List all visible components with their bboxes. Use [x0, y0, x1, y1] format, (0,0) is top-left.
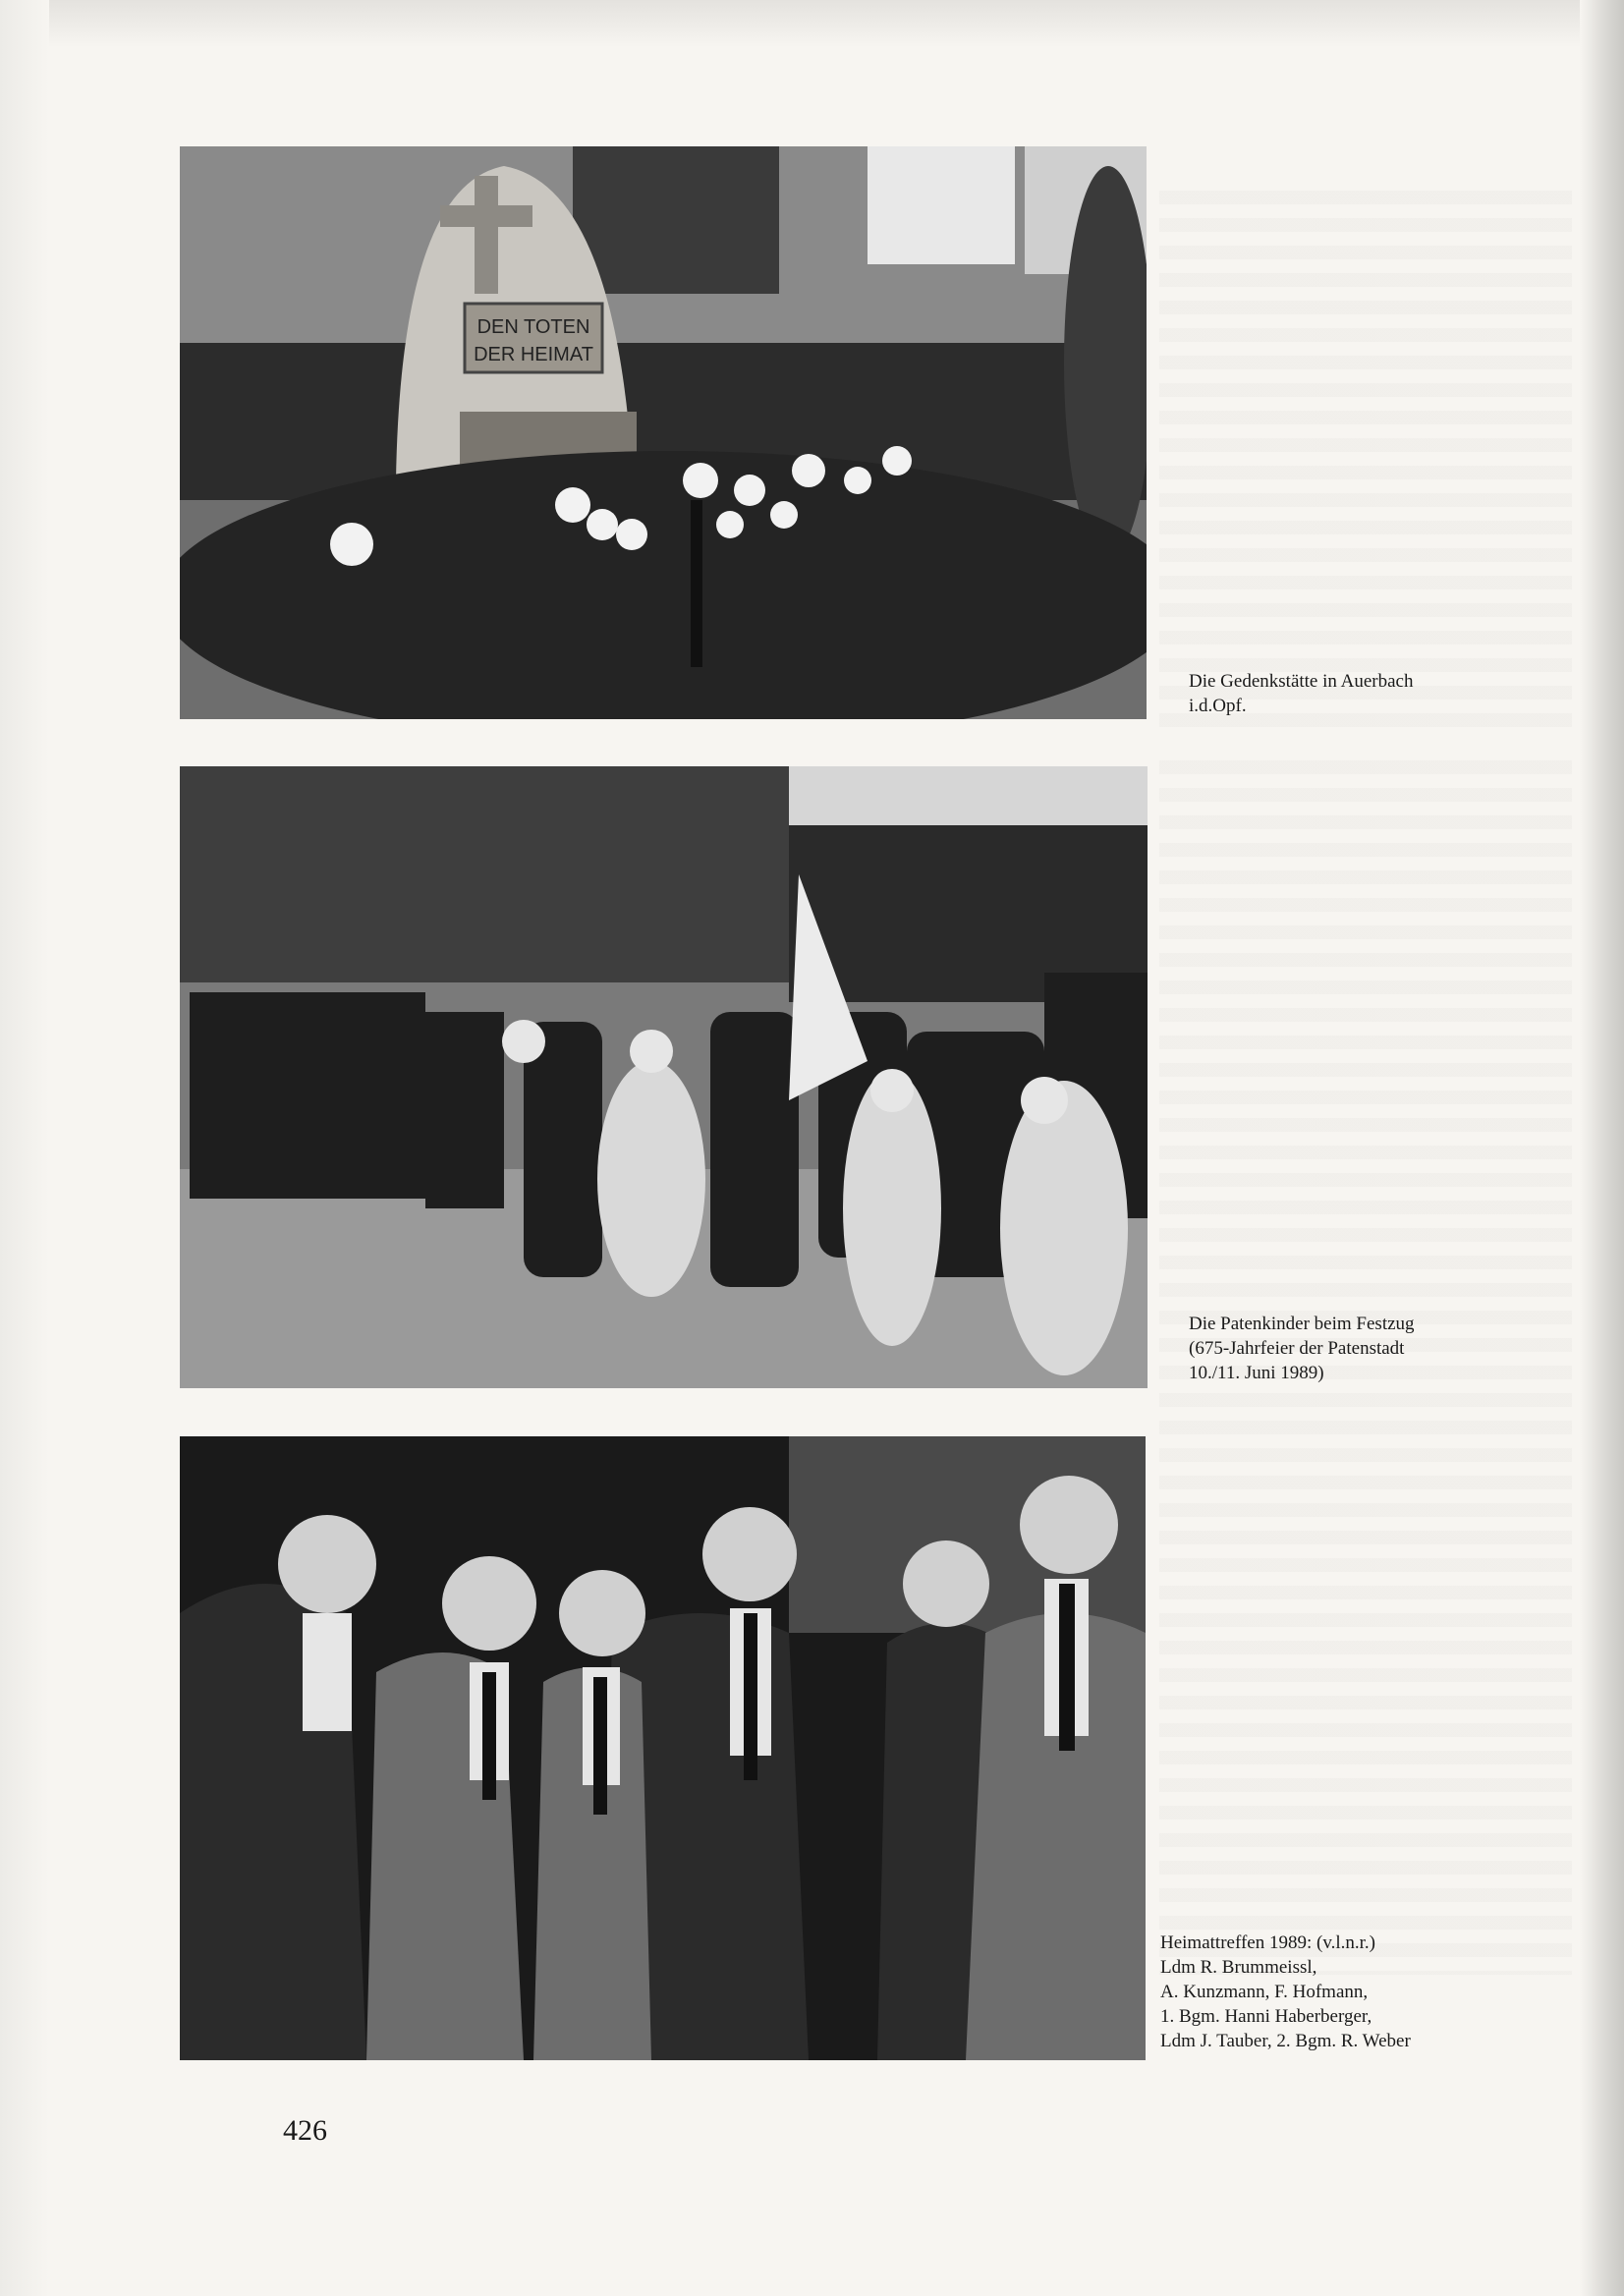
memorial-photo	[180, 146, 1147, 719]
group-photo	[180, 1436, 1146, 2060]
caption-line: 1. Bgm. Hanni Haberberger,	[1160, 2006, 1372, 2027]
caption-line: Heimattreffen 1989: (v.l.n.r.)	[1160, 1932, 1375, 1953]
parade-photo	[180, 766, 1148, 1388]
caption-line: A. Kunzmann, F. Hofmann,	[1160, 1982, 1369, 2002]
inscription-line-1: DEN TOTEN	[476, 316, 590, 338]
caption-group	[1160, 1931, 1411, 2053]
scan-edge-left	[0, 0, 49, 2296]
bleed-through-text	[1159, 177, 1572, 727]
caption-line: Ldm R. Brummeissl,	[1160, 1957, 1317, 1978]
scan-edge-top	[0, 0, 1624, 47]
caption-line: 10./11. Juni 1989)	[1189, 1363, 1324, 1383]
scan-edge-right	[1580, 0, 1624, 2296]
page-number: 426	[283, 2114, 327, 2147]
caption-line: (675-Jahrfeier der Patenstadt	[1189, 1338, 1405, 1359]
caption-line: i.d.Opf.	[1189, 696, 1247, 716]
caption-line: Die Patenkinder beim Festzug	[1189, 1314, 1415, 1334]
inscription-line-2: DER HEIMAT	[474, 344, 593, 365]
caption-line: Ldm J. Tauber, 2. Bgm. R. Weber	[1160, 2031, 1411, 2051]
caption-parade	[1189, 1312, 1415, 1385]
caption-line: Die Gedenkstätte in Auerbach	[1189, 671, 1414, 692]
caption-memorial	[1189, 669, 1413, 718]
